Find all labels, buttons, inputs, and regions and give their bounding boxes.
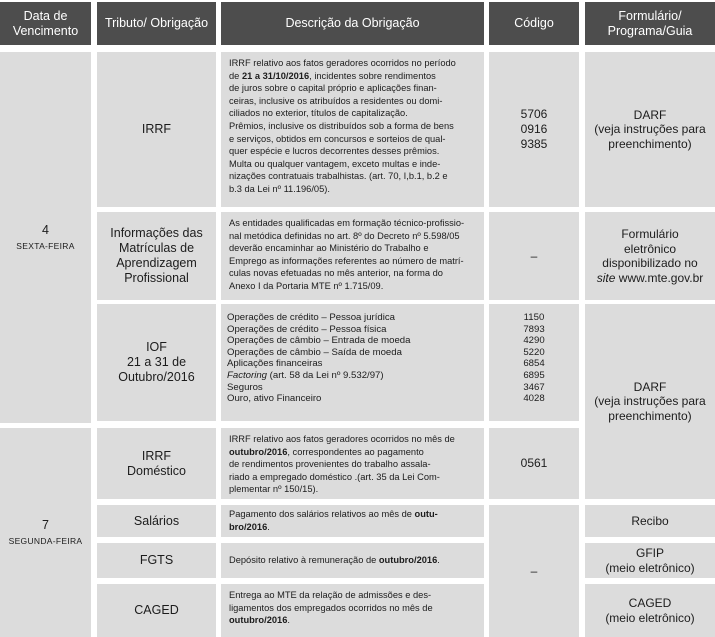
due-weekday: SEXTA-FEIRA — [16, 241, 75, 251]
descricao-caged — [221, 584, 484, 637]
tributo-irrf: IRRF — [97, 52, 216, 207]
codigo-iof — [489, 304, 579, 421]
text-line: site www.mte.gov.br — [596, 270, 704, 285]
text-line: b.3 da Lei nº 11.196/05). — [229, 183, 330, 194]
text-line: 1150 — [523, 312, 545, 323]
text-line: bro/2016. — [229, 521, 270, 532]
text-line: Prêmios, inclusive os distribuídos sob a forma de bens — [229, 120, 454, 131]
text-line: deverão encaminhar ao Ministério do Trabalho e — [229, 243, 429, 254]
tributo-fgts: FGTS — [97, 543, 216, 578]
descricao-iof — [221, 304, 484, 421]
text-line: Anexo I da Portaria MTE nº 1.715/09. — [229, 280, 384, 291]
text-line: ceiras, inclusive os atribuídos a residentes ou domi- — [229, 95, 443, 106]
text-line: 3467 — [523, 381, 545, 393]
text-line: eletrônico — [623, 241, 677, 256]
due-date-group-7 — [0, 428, 91, 637]
text-line: 4290 — [523, 335, 545, 347]
text-line: quer espécie e lucros decorrentes desses prêmios. — [229, 146, 440, 157]
text-line: Pagamento dos salários relativos ao mês de outu- — [229, 509, 438, 519]
text-line: 7893 — [523, 323, 545, 335]
text-line: Operações de câmbio – Entrada de moeda — [227, 335, 411, 347]
text-line: Formulário — [621, 227, 679, 241]
descricao-irrf-domestico — [221, 428, 484, 499]
text-line: outubro/2016, correspondentes ao pagamento — [229, 446, 424, 457]
text-line: Entrega ao MTE da relação de admissões e des- — [229, 590, 432, 600]
text-line: Operações de crédito – Pessoa jurídica — [227, 312, 395, 323]
tributo-salarios: Salários — [97, 505, 216, 537]
header-tributo: Tributo/ Obrigação — [97, 2, 216, 45]
text-line: Factoring (art. 58 da Lei nº 9.532/97) — [227, 369, 384, 381]
due-date-group-4 — [0, 52, 91, 423]
text-line: 6895 — [523, 369, 545, 381]
formulario-caged — [585, 584, 715, 637]
text-line: de 21 a 31/10/2016, incidentes sobre rendimentos — [229, 70, 436, 81]
text-line: CAGED — [628, 596, 672, 610]
text-line: (meio eletrônico) — [605, 610, 695, 625]
descricao-salarios — [221, 505, 484, 537]
text-line: Seguros — [227, 381, 263, 393]
text-line: Depósito relativo à remuneração de outubro/2016. — [229, 555, 440, 566]
text-line: outubro/2016. — [229, 615, 290, 626]
formulario-darf-irrf: DARF (veja instruções para preenchimento) — [585, 52, 715, 207]
codigo-matriculas: – — [489, 212, 579, 300]
header-data-vencimento: Data de Vencimento — [0, 2, 91, 45]
descricao-irrf — [221, 52, 484, 207]
due-day: 4 — [42, 223, 49, 237]
text-line: disponibilizado no — [602, 256, 698, 270]
text-line: 4028 — [523, 393, 545, 405]
due-day: 7 — [42, 518, 49, 532]
tributo-iof: IOF 21 a 31 de Outubro/2016 — [97, 304, 216, 421]
codigo-dash: – — [489, 505, 579, 637]
text-line: de rendimentos provenientes do trabalho assala- — [229, 459, 431, 470]
header-formulario: Formulário/ Programa/Guia — [585, 2, 715, 45]
text-line: plementar nº 150/15). — [229, 484, 319, 495]
text-line: IRRF relativo aos fatos geradores ocorridos no período — [229, 58, 456, 68]
text-line: de juros sobre o capital próprio e aplicações finan- — [229, 83, 437, 94]
text-line: As entidades qualificadas em formação técnico-profissio- — [229, 218, 465, 228]
codigo-irrf: 5706 0916 9385 — [489, 52, 579, 207]
header-codigo: Código — [489, 2, 579, 45]
formulario-matriculas — [585, 212, 715, 300]
text-line: Multa ou qualquer vantagem, exceto multas e inde- — [229, 158, 441, 169]
due-weekday: SEGUNDA-FEIRA — [8, 536, 83, 546]
text-line: culas novas efetuadas no mês anterior, na forma do — [229, 268, 443, 279]
text-line: GFIP — [635, 546, 664, 560]
descricao-matriculas — [221, 212, 484, 300]
text-line: ciliados no exterior, títulos de capitalização. — [229, 108, 408, 119]
text-line: Aplicações financeiras — [227, 358, 323, 370]
text-line: nizações contratuais trabalhistas. (art. 70, I,b.1, b.2 e — [229, 171, 448, 182]
text-line: Operações de câmbio – Saída de moeda — [227, 346, 402, 358]
formulario-darf-iof: DARF (veja instruções para preenchimento) — [585, 304, 715, 499]
text-line: riado a empregado doméstico .(art. 35 da Lei Com- — [229, 471, 440, 482]
tributo-irrf-domestico: IRRF Doméstico — [97, 428, 216, 499]
text-line: Ouro, ativo Financeiro — [227, 393, 322, 405]
text-line: 6854 — [523, 358, 545, 370]
descricao-fgts — [221, 543, 484, 578]
text-line: IRRF relativo aos fatos geradores ocorridos no mês de — [229, 434, 455, 444]
formulario-fgts — [585, 543, 715, 578]
codigo-irrf-domestico: 0561 — [489, 428, 579, 499]
tributo-caged: CAGED — [97, 584, 216, 637]
tributo-matriculas: Informações das Matrículas de Aprendizagem Profissional — [97, 212, 216, 300]
text-line: 5220 — [523, 346, 545, 358]
text-line: (meio eletrônico) — [605, 560, 695, 575]
formulario-salarios: Recibo — [585, 505, 715, 537]
text-line: e serviços, obtidos em concursos e sorteios de qual- — [229, 133, 446, 144]
header-descricao: Descrição da Obrigação — [221, 2, 484, 45]
text-line: Emprego as informações referentes ao número de matrí- — [229, 255, 464, 266]
text-line: Operações de crédito – Pessoa física — [227, 323, 387, 335]
text-line: nal metódica definidas no art. 8º do Decreto nº 5.598/05 — [229, 230, 460, 241]
text-line: ligamentos dos empregados ocorridos no mês de — [229, 602, 433, 613]
